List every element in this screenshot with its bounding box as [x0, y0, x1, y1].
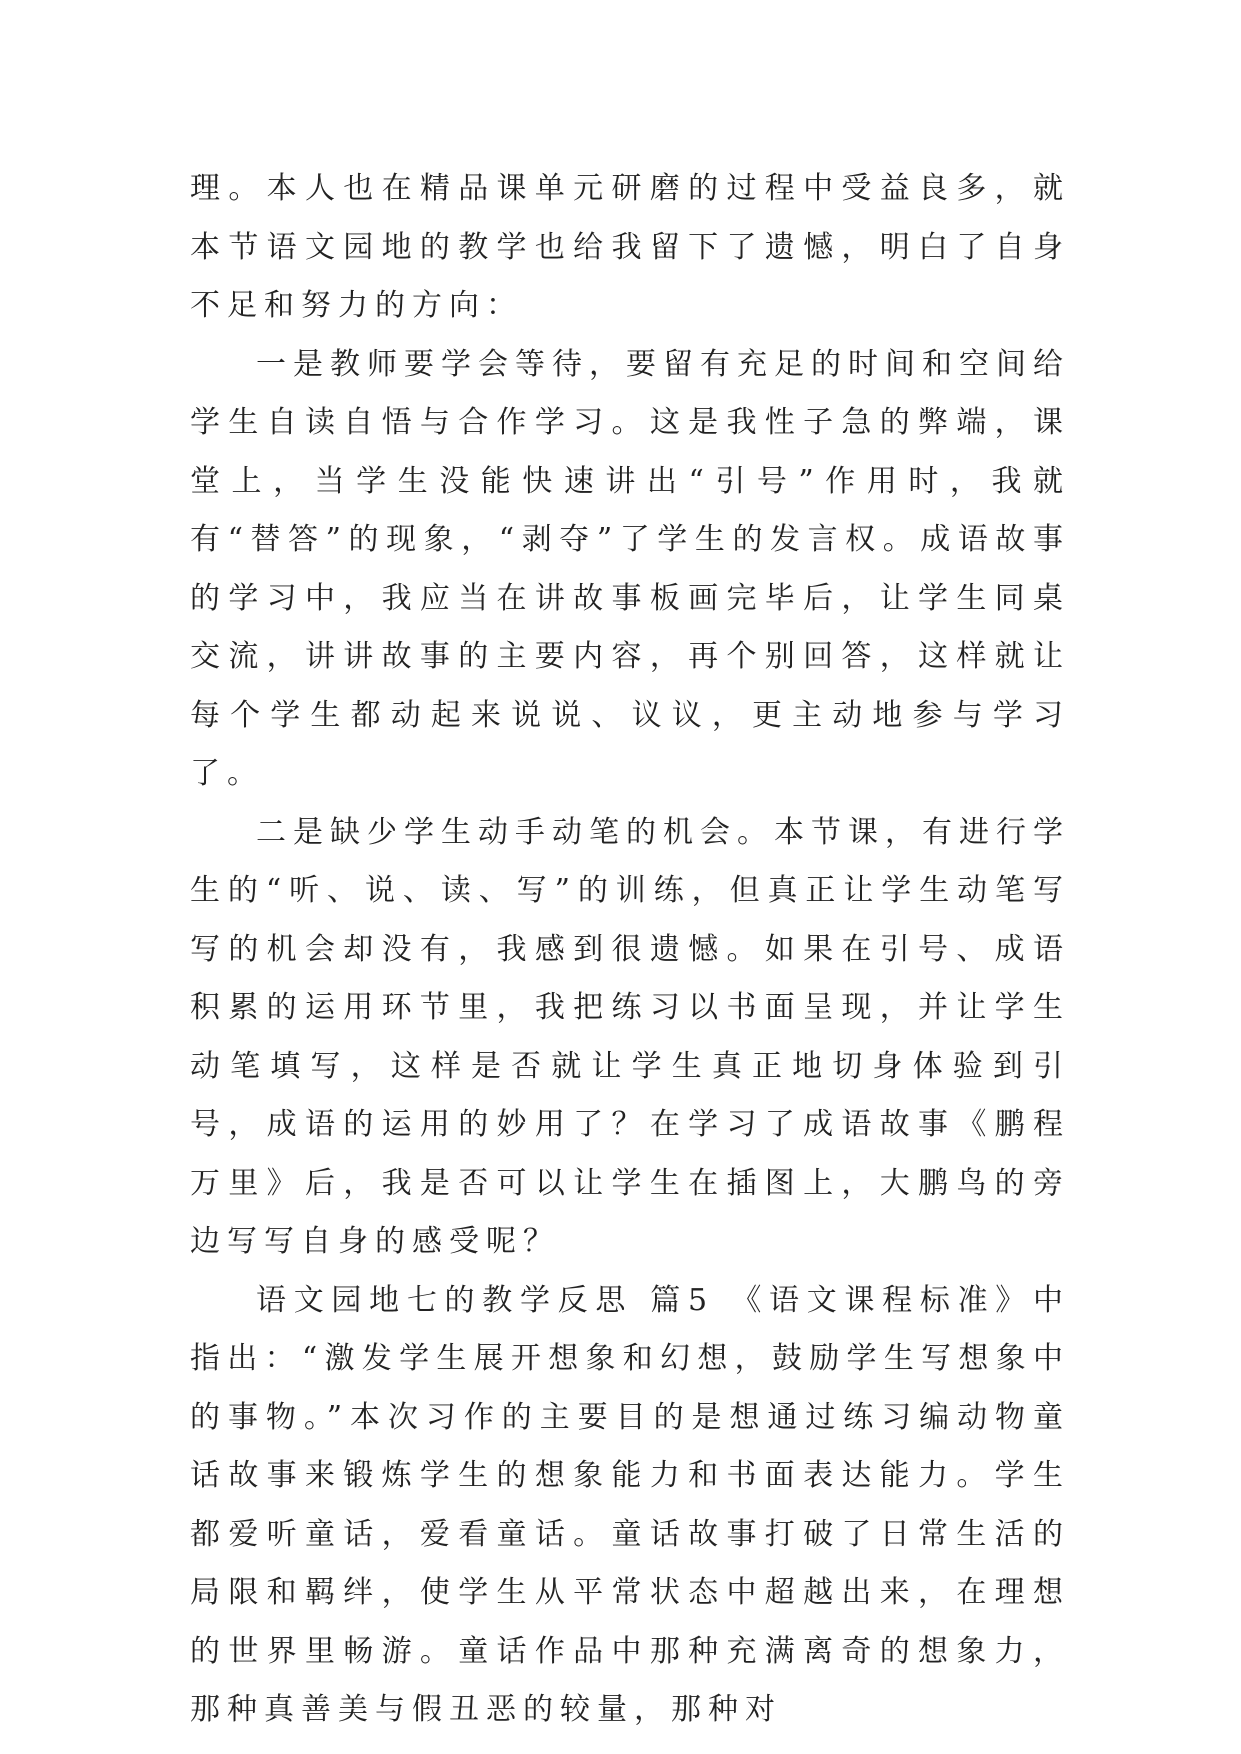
document-body: [190, 160, 1070, 1740]
paragraph-continuation: 理。本人也在精品课单元研磨的过程中受益良多，就本节语文园地的教学也给我留下了遗憾，明白了自身不足和努力的方向：: [190, 171, 1070, 323]
paragraph-section-5: 语文园地七的教学反思 篇5 《语文课程标准》中指出：“激发学生展开想象和幻想，鼓励学生写想象中的事物。”本次习作的主要目的是想通过练习编动物童话故事来锻炼学生的想象能力和书面表达能力。学生都爱听童话，爱看童话。童话故事打破了日常生活的局限和羁绊，使学生从平常状态中超越出来，在理想的世界里畅游。童话作品中那种充满离奇的想象力，那种真善美与假丑恶的较量，那种对: [190, 1282, 1070, 1727]
paragraph-point-one: 一是教师要学会等待，要留有充足的时间和空间给学生自读自悟与合作学习。这是我性子急的弊端，课堂上，当学生没能快速讲出“引号”作用时，我就有“替答”的现象，“剥夺”了学生的发言权。成语故事的学习中，我应当在讲故事板画完毕后，让学生同桌交流，讲讲故事的主要内容，再个别回答，这样就让每个学生都动起来说说、议议，更主动地参与学习了。: [190, 346, 1070, 791]
paragraph-point-two: 二是缺少学生动手动笔的机会。本节课，有进行学生的“听、说、读、写”的训练，但真正让学生动笔写写的机会却没有，我感到很遗憾。如果在引号、成语积累的运用环节里，我把练习以书面呈现，并让学生动笔填写，这样是否就让学生真正地切身体验到引号，成语的运用的妙用了？在学习了成语故事《鹏程万里》后，我是否可以让学生在插图上，大鹏鸟的旁边写写自身的感受呢？: [190, 814, 1070, 1259]
